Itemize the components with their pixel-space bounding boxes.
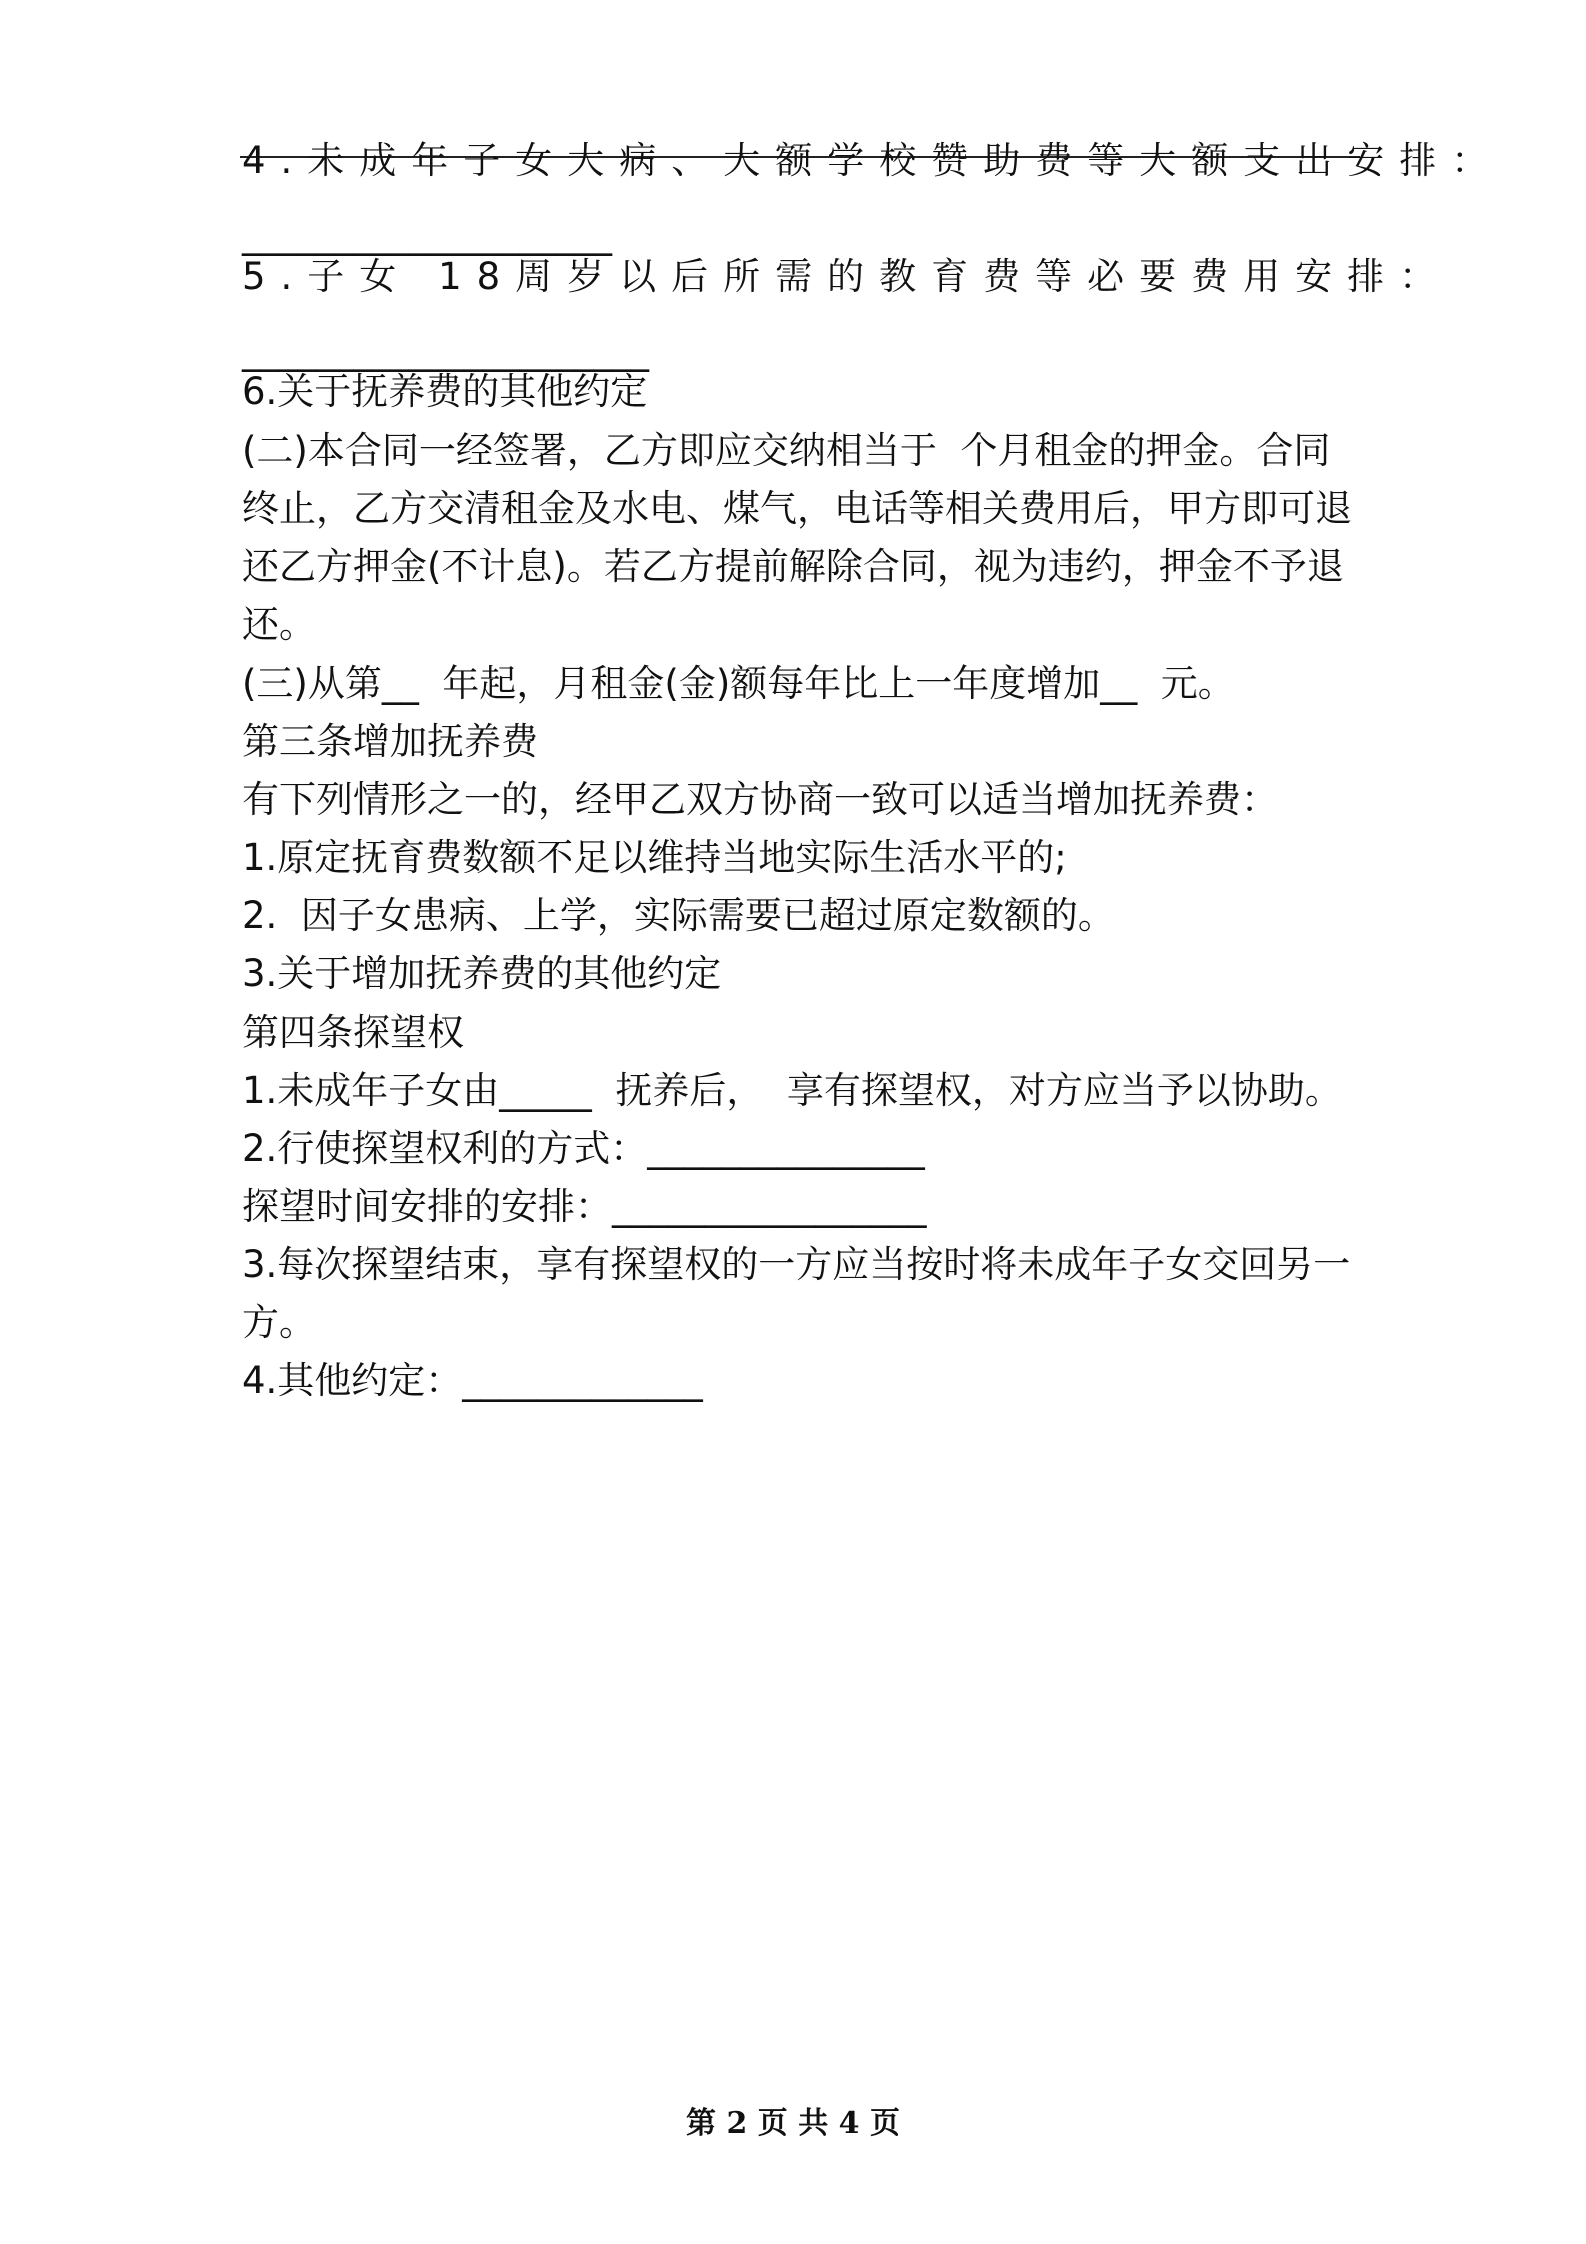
article-four-item-1: 1.未成年子女由_____ 抚养后， 享有探望权，对方应当予以协助。 [242,1069,1342,1112]
clause-major-expenses: 4.未成年子女大病、大额学校赞助费等大额支出安排： [242,139,1504,182]
article-three-item-2: 2. 因子女患病、上学，实际需要已超过原定数额的。 [242,894,1115,937]
visit-schedule-line: 探望时间安排的安排：_________________ [242,1185,927,1228]
article-three-item-3: 3.关于增加抚养费的其他约定 [242,952,722,995]
article-three-intro: 有下列情形之一的，经甲乙双方协商一致可以适当增加抚养费： [242,778,1278,821]
article-three-heading: 第三条增加抚养费 [242,720,538,763]
paragraph-deposit-line-1: (二)本合同一经签署，乙方即应交纳相当于 个月租金的押金。合同 [242,429,1331,472]
paragraph-deposit-line-4: 还。 [242,603,316,646]
article-three-item-1: 1.原定抚育费数额不足以维持当地实际生活水平的; [242,836,1067,879]
article-four-item-2: 2.行使探望权利的方式：_______________ [242,1127,925,1170]
paragraph-deposit-line-3: 还乙方押金(不计息)。若乙方提前解除合同，视为违约，押金不予退 [242,545,1344,588]
page-number: 第 2 页 共 4 页 [686,2106,900,2141]
clause-other-support: 6.关于抚养费的其他约定 [242,370,648,413]
paragraph-deposit-line-2: 终止，乙方交清租金及水电、煤气，电话等相关费用后，甲方即可退 [242,487,1352,530]
article-four-item-3-line-1: 3.每次探望结束，享有探望权的一方应当按时将未成年子女交回另一 [242,1243,1351,1286]
blank-line-2: ______________________ [242,329,649,372]
article-four-item-3-line-2: 方。 [242,1301,316,1344]
article-four-item-4: 4.其他约定：_____________ [242,1359,703,1402]
blank-line-1: ____________________ [242,213,612,256]
clause-rent-increase: (三)从第__ 年起，月租金(金)额每年比上一年度增加__ 元。 [242,662,1235,705]
article-four-heading: 第四条探望权 [242,1011,464,1054]
clause-education-after-18: 5.子女 18周岁以后所需的教育费等必要费用安排： [242,255,1452,298]
